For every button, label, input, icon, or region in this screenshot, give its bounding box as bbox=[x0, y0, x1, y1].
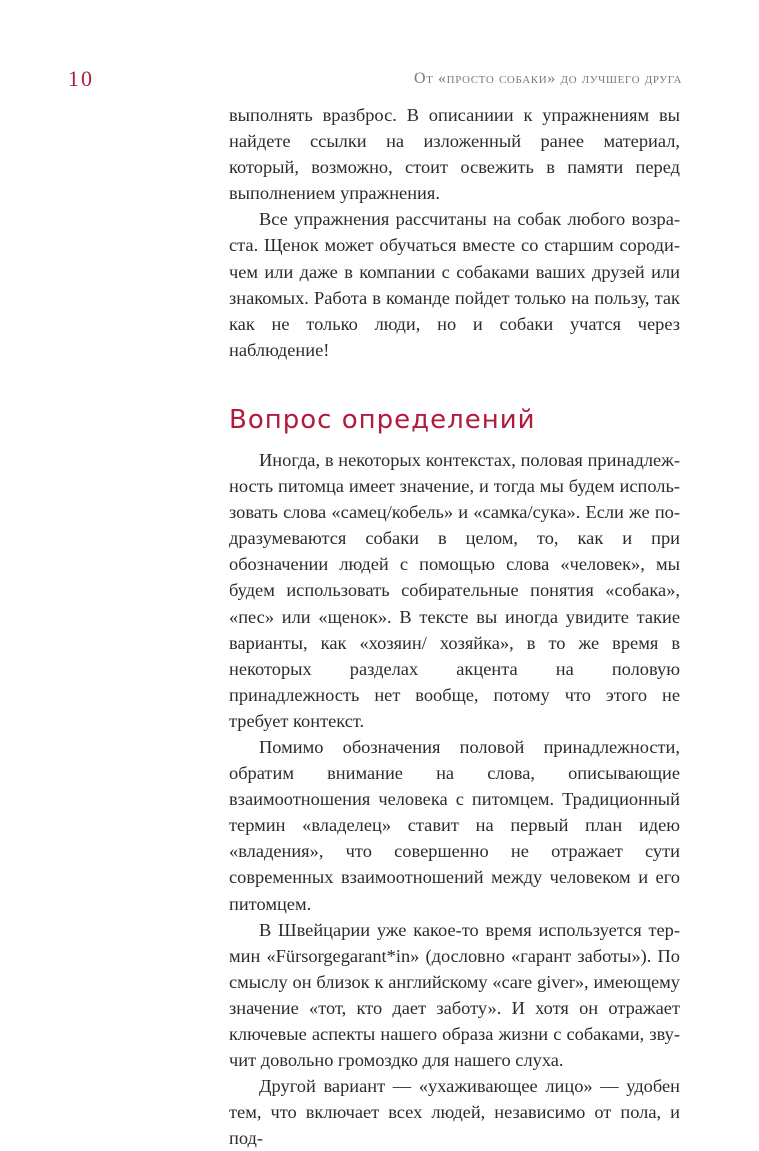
section-paragraph-1: Иногда, в некоторых контекстах, половая принадлежность питомца имеет значение, и тогда мы будем использовать слова «самец/кобель» и «самка/сука». Если же подразумеваются собаки в целом, то, как и при обозначении людей с помощью слова «человек», мы будем использовать собирательные понятия «собака», «пес» или «щенок». В тексте вы иногда увидите такие варианты, как «хозяин/ хозяйка», в то же время в некоторых разделах акцента на половую принадлежность нет вообще, потому что этого не требует контекст. bbox=[229, 449, 680, 731]
main-text-column bbox=[229, 102, 680, 1151]
intro-paragraph-1: выполнять вразброс. В описаниии к упражнениям вы найдете ссылки на изложенный ранее материал, который, возможно, стоит освежить в памяти перед выполнением упражнения. bbox=[229, 105, 680, 204]
section-paragraph-4: Другой вариант — «ухаживающее лицо» — удобен тем, что включает всех людей, независимо от пола, и под- bbox=[229, 1076, 680, 1149]
section-heading: Вопрос определений bbox=[229, 404, 536, 435]
running-head-title: От «просто собаки» до лучшего друга bbox=[413, 70, 682, 87]
section-paragraph-3: В Швейцарии уже какое-то время используется термин «Fürsorgegarant*in» (дословно «гарант заботы»). По смыслу он близок к английскому «care giver», имеющему значение «тот, кто дает заботу». И хотя он отражает ключевые аспекты нашего образа жизни с собаками, звучит довольно громоздко для нашего слуха. bbox=[229, 919, 680, 1071]
section-paragraph-2: Помимо обозначения половой принадлежности, обратим внимание на слова, описывающие взаимоотношения человека с питомцем. Традиционный термин «владелец» ставит на первый план идею «владения», что совершенно не отражает сути современных взаимоотношений между человеком и его питомцем. bbox=[229, 736, 680, 914]
intro-paragraph-2: Все упражнения рассчитаны на собак любого возраста. Щенок может обучаться вместе со старшим сородичем или даже в компании с собаками ваших друзей или знакомых. Работа в команде пойдет только на пользу, так как не только люди, но и собаки учатся через наблюдение! bbox=[229, 209, 680, 360]
page-number: 10 bbox=[68, 66, 94, 91]
